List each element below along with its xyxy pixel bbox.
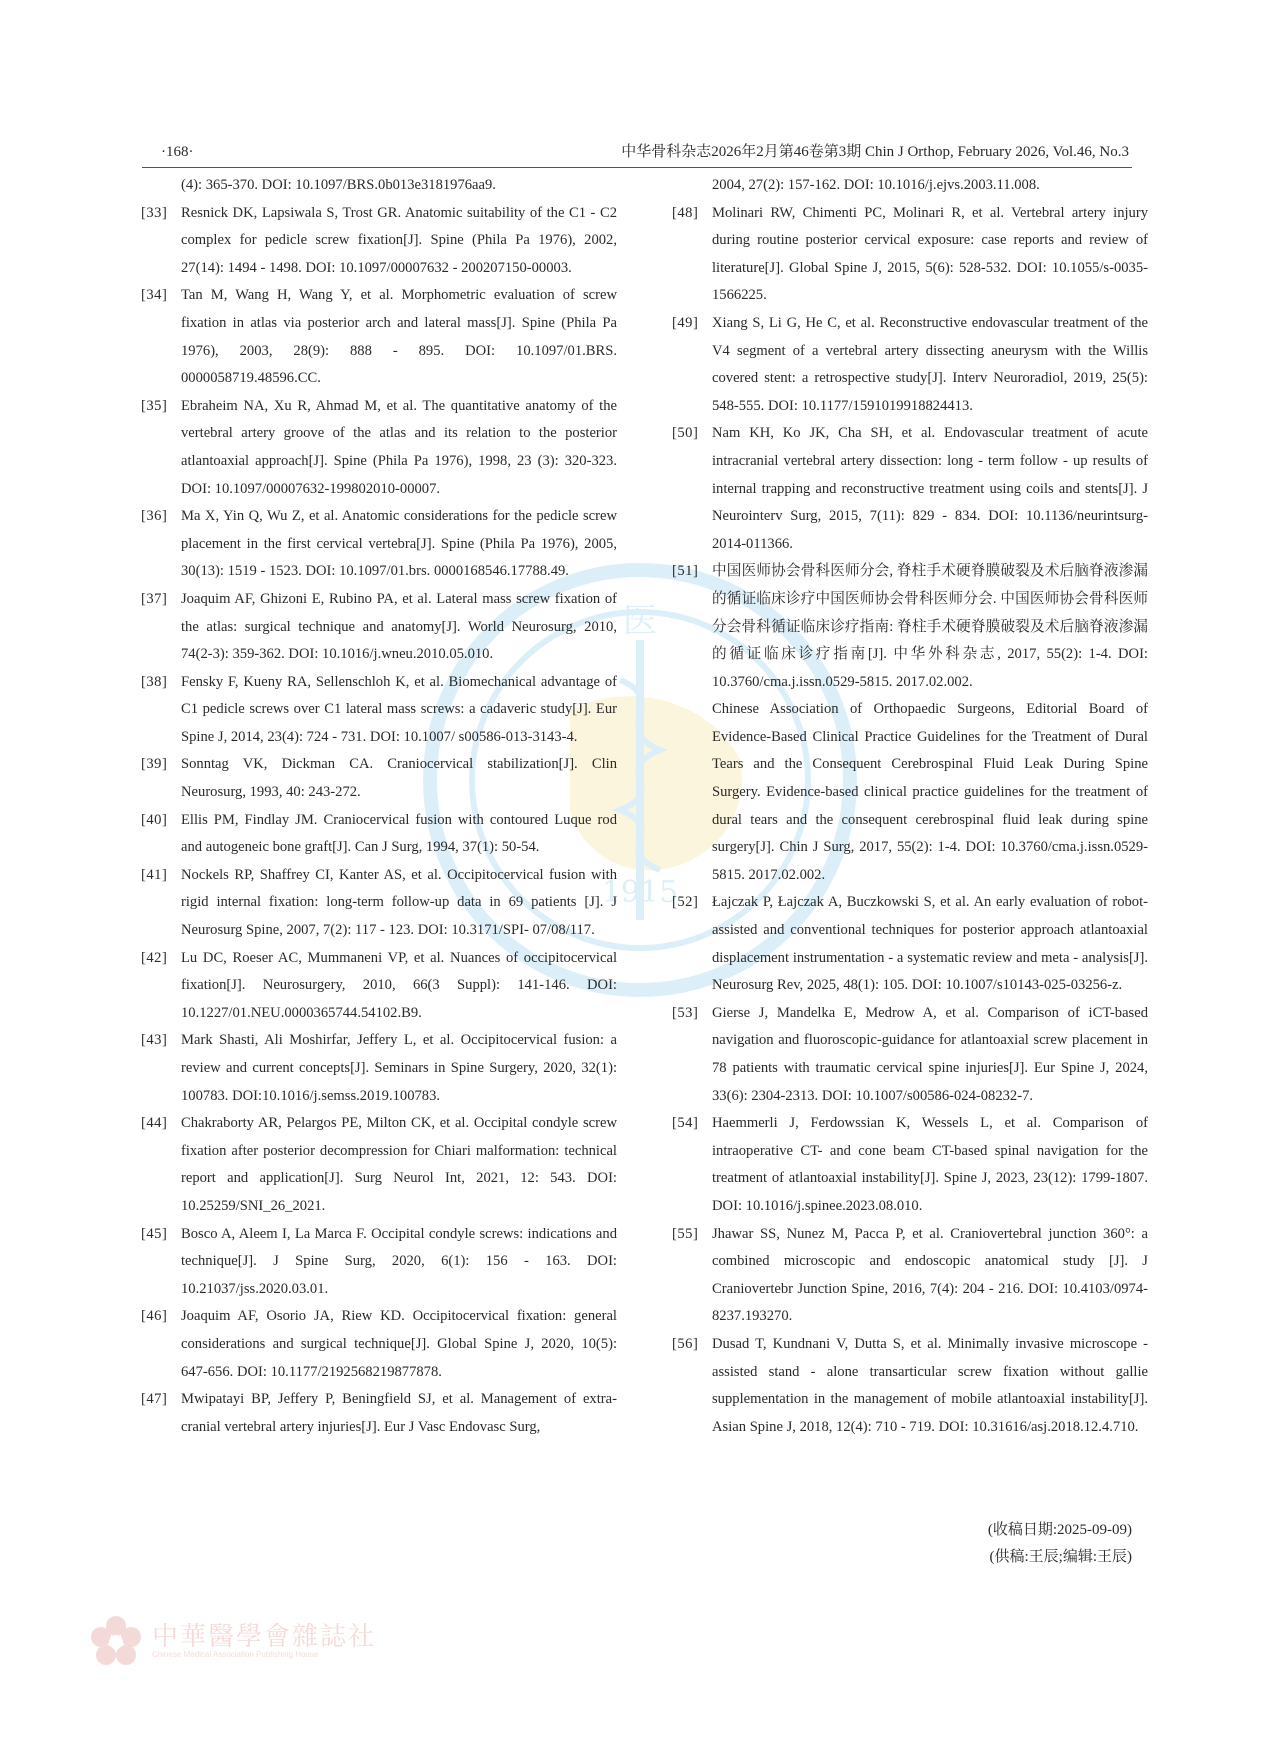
reference-number: [51] xyxy=(672,563,699,580)
reference-item xyxy=(141,945,617,1028)
reference-item xyxy=(672,1000,1148,1110)
reference-item xyxy=(692,696,1148,889)
left-column xyxy=(141,172,617,1441)
publisher-name: 中華醫學會雜誌社 xyxy=(152,1622,377,1652)
reference-text: Mwipatayi BP, Jeffery P, Beningfield SJ, et al. Management of extra-cranial vertebral artery injuries[J]. Eur J Vasc Endovasc Surg, xyxy=(181,1391,617,1435)
watermark-char: 医 xyxy=(623,601,657,641)
reference-number: [44] xyxy=(141,1115,168,1132)
reference-item xyxy=(141,1110,617,1220)
reference-number: [53] xyxy=(672,1004,699,1021)
reference-text: Nockels RP, Shaffrey CI, Kanter AS, et al. Occipitocervical fusion with rigid internal fixation: long-term follow-up data in 69 patients [J]. J Neurosurg Spine, 2007, 7(2): 117 - 123. DOI: 10.3171/SPI- 07/08/117. xyxy=(181,866,617,939)
reference-item xyxy=(161,172,617,200)
right-column xyxy=(672,172,1148,1441)
reference-number: [38] xyxy=(141,673,168,690)
reference-item xyxy=(141,393,617,503)
reference-item xyxy=(672,200,1148,310)
reference-number: [48] xyxy=(672,204,699,221)
reference-number: [37] xyxy=(141,590,168,607)
reference-text: 2004, 27(2): 157-162. DOI: 10.1016/j.ejvs.2003.11.008. xyxy=(712,177,1040,193)
reference-text: Joaquim AF, Ghizoni E, Rubino PA, et al. Lateral mass screw fixation of the atlas: surgical technique and anatomy[J]. World Neurosurg, 2010, 74(2-3): 359-362. DOI: 10.1016/j.wneu.2010.05.010. xyxy=(181,590,617,663)
reference-item xyxy=(141,1221,617,1304)
reference-number: [56] xyxy=(672,1335,699,1352)
reference-text: Sonntag VK, Dickman CA. Craniocervical stabilization[J]. Clin Neurosurg, 1993, 40: 243-272. xyxy=(181,756,617,801)
reference-text: Dusad T, Kundnani V, Dutta S, et al. Minimally invasive microscope - assisted stand - alone transarticular screw fixation without gallie supplementation in the management of mobile atlantoaxial instability[J]. Asian Spine J, 2018, 12(4): 710 - 719. DOI: 10.31616/asj.2018.12.4.710. xyxy=(712,1335,1148,1435)
reference-number: [55] xyxy=(672,1225,699,1242)
reference-item xyxy=(141,1386,617,1441)
reference-text: Lu DC, Roeser AC, Mummaneni VP, et al. Nuances of occipitocervical fixation[J]. Neurosurgery, 2010, 66(3 Suppl): 141-146. DOI: 10.1227/01.NEU.0000365744.54102.B9. xyxy=(181,949,617,1021)
reference-number: [42] xyxy=(141,949,168,966)
reference-number: [46] xyxy=(141,1308,168,1325)
reference-text: Resnick DK, Lapsiwala S, Trost GR. Anatomic suitability of the C1 - C2 complex for pedicle screw fixation[J]. Spine (Phila Pa 1976), 2002, 27(14): 1494 - 1498. DOI: 10.1097/00007632 - 200207150-00003. xyxy=(181,204,617,276)
reference-number: [54] xyxy=(672,1115,699,1132)
reference-item xyxy=(141,751,617,806)
reference-number: [47] xyxy=(141,1391,168,1408)
reference-text: (4): 365-370. DOI: 10.1097/BRS.0b013e3181976aa9. xyxy=(181,177,496,193)
reference-number: [49] xyxy=(672,314,699,331)
reference-text: Chakraborty AR, Pelargos PE, Milton CK, et al. Occipital condyle screw fixation after posterior decompression for Chiari malformation: technical report and application[J]. Surg Neurol Int, 2021, 12: 543. DOI: 10.25259/SNI_26_2021. xyxy=(181,1115,617,1214)
reference-text: Joaquim AF, Osorio JA, Riew KD. Occipitocervical fixation: general considerations and surgical technique[J]. Global Spine J, 2020, 10(5): 647-656. DOI: 10.1177/2192568219877878. xyxy=(181,1308,617,1380)
reference-text: Jhawar SS, Nunez M, Pacca P, et al. Craniovertebral junction 360°: a combined microscopic and endoscopic anatomical study [J]. J Craniovertebr Junction Spine, 2016, 7(4): 204 - 216. DOI: 10.4103/0974-8237.193270. xyxy=(712,1225,1148,1325)
received-date-block xyxy=(880,1517,1132,1571)
reference-item xyxy=(672,1221,1148,1331)
page-header xyxy=(161,138,1129,166)
reference-item xyxy=(141,1027,617,1110)
reference-item xyxy=(672,310,1148,420)
reference-text: Molinari RW, Chimenti PC, Molinari R, et al. Vertebral artery injury during routine posterior cervical exposure: case reports and review of literature[J]. Global Spine J, 2015, 5(6): 528-532. DOI: 10.1055/s-0035-1566225. xyxy=(712,204,1148,304)
reference-text: Łajczak P, Łajczak A, Buczkowski S, et al. An early evaluation of robot-assisted and conventional techniques for posterior approach atlantoaxial displacement instrumentation - a systematic review and meta - analysis[J]. Neurosurg Rev, 2025, 48(1): 105. DOI: 10.1007/s10143-025-03256-z. xyxy=(712,894,1148,994)
reference-number: [45] xyxy=(141,1225,168,1242)
reference-number: [43] xyxy=(141,1032,168,1049)
reference-item xyxy=(141,1303,617,1386)
reference-number: [50] xyxy=(672,425,699,442)
reference-item xyxy=(141,586,617,669)
reference-item xyxy=(141,862,617,945)
reference-item xyxy=(141,282,617,392)
reference-number: [34] xyxy=(141,287,168,304)
reference-text: Tan M, Wang H, Wang Y, et al. Morphometric evaluation of screw fixation in atlas via posterior arch and lateral mass[J]. Spine (Phila Pa 1976), 2003, 28(9): 888 - 895. DOI: 10.1097/01.BRS. 0000058719.48596.CC. xyxy=(181,287,617,387)
reference-item xyxy=(141,669,617,752)
publisher-subtitle: Chinese Medical Association Publishing House xyxy=(152,1650,319,1659)
reference-number: [35] xyxy=(141,397,168,414)
reference-item xyxy=(672,1331,1148,1441)
reference-item xyxy=(141,200,617,283)
reference-number: [39] xyxy=(141,756,168,773)
reference-text: Haemmerli J, Ferdowssian K, Wessels L, et al. Comparison of intraoperative CT- and cone beam CT-based spinal navigation for the treatment of atlantoaxial instability[J]. Spine J, 2023, 23(12): 1799-1807. DOI: 10.1016/j.spinee.2023.08.010. xyxy=(712,1115,1148,1214)
reference-text: 中国医师协会骨科医师分会, 脊柱手术硬脊膜破裂及术后脑脊液渗漏的循证临床诊疗中国医师协会骨科医师分会. 中国医师协会骨科医师分会骨科循证临床诊疗指南: 脊柱手术硬脊膜破裂及术后脑脊液渗漏的循证临床诊疗指南[J]. 中华外科杂志, 2017, 55(2): 1-4. DOI: 10.3760/cma.j.issn.0529-5815. 2017.02.002. xyxy=(712,563,1148,690)
publisher-logo xyxy=(86,1612,606,1672)
reference-text: Fensky F, Kueny RA, Sellenschloh K, et al. Biomechanical advantage of C1 pedicle screws over C1 lateral mass screws: a cadaveric study[J]. Eur Spine J, 2014, 23(4): 724 - 731. DOI: 10.1007/ s00586-013-3143-4. xyxy=(181,673,617,745)
reference-number: [52] xyxy=(672,894,699,911)
journal-info: 中华骨科杂志2026年2月第46卷第3期 Chin J Orthop, February 2026, Vol.46, No.3 xyxy=(621,144,1129,160)
reference-text: Mark Shasti, Ali Moshirfar, Jeffery L, et al. Occipitocervical fusion: a review and current concepts[J]. Seminars in Spine Surgery, 2020, 32(1): 100783. DOI:10.1016/j.semss.2019.100783. xyxy=(181,1032,617,1104)
editor-credits: (供稿:王辰;编辑:王辰) xyxy=(989,1549,1132,1565)
reference-item xyxy=(141,807,617,862)
reference-item xyxy=(141,503,617,586)
reference-text: Ma X, Yin Q, Wu Z, et al. Anatomic considerations for the pedicle screw placement in the first cervical vertebra[J]. Spine (Phila Pa 1976), 2005, 30(13): 1519 - 1523. DOI: 10.1097/01.brs. 0000168546.17788.49. xyxy=(181,508,617,580)
reference-text: Nam KH, Ko JK, Cha SH, et al. Endovascular treatment of acute intracranial vertebral artery dissection: long - term follow - up results of internal trapping and reconstructive treatment using coils and stents[J]. J Neurointerv Surg, 2015, 7(11): 829 - 834. DOI: 10.1136/neurintsurg-2014-011366. xyxy=(712,425,1148,552)
reference-text: Ebraheim NA, Xu R, Ahmad M, et al. The quantitative anatomy of the vertebral artery groove of the atlas and its relation to the posterior atlantoaxial approach[J]. Spine (Phila Pa 1976), 1998, 23 (3): 320-323. DOI: 10.1097/00007632-199802010-00007. xyxy=(181,397,617,497)
reference-number: [40] xyxy=(141,811,168,828)
reference-number: [41] xyxy=(141,866,168,883)
reference-number: [36] xyxy=(141,508,168,525)
reference-item xyxy=(672,889,1148,999)
reference-text: Chinese Association of Orthopaedic Surgeons, Editorial Board of Evidence-Based Clinical Practice Guidelines for the Treatment of Dural Tears and the Consequent Cerebrospinal Fluid Leak During Spine Surgery. Evidence-based clinical practice guidelines for the treatment of dural tears and the consequent cerebrospinal fluid leak during spine surgery[J]. Chin J Surg, 2017, 55(2): 1-4. DOI: 10.3760/cma.j.issn.0529-5815. 2017.02.002. xyxy=(712,701,1148,883)
received-date: (收稿日期:2025-09-09) xyxy=(987,1522,1132,1538)
reference-text: Xiang S, Li G, He C, et al. Reconstructive endovascular treatment of the V4 segment of a vertebral artery dissecting aneurysm with the Willis covered stent: a retrospective study[J]. Interv Neuroradiol, 2019, 25(5): 548-555. DOI: 10.1177/1591019918824413. xyxy=(712,314,1148,414)
reference-number: [33] xyxy=(141,204,168,221)
page-number: ·168· xyxy=(161,144,194,160)
reference-item xyxy=(692,172,1148,200)
reference-text: Gierse J, Mandelka E, Medrow A, et al. Comparison of iCT-based navigation and fluoroscopic-guidance for atlantoaxial screw placement in 78 patients with traumatic cervical spine injuries[J]. Eur Spine J, 2024, 33(6): 2304-2313. DOI: 10.1007/s00586-024-08232-7. xyxy=(712,1004,1148,1104)
reference-text: Ellis PM, Findlay JM. Craniocervical fusion with contoured Luque rod and autogeneic bone graft[J]. Can J Surg, 1994, 37(1): 50-54. xyxy=(181,811,617,856)
reference-item xyxy=(672,420,1148,558)
watermark-year: 1915 xyxy=(601,875,679,910)
reference-text: Bosco A, Aleem I, La Marca F. Occipital condyle screws: indications and technique[J]. J Spine Surg, 2020, 6(1): 156 - 163. DOI: 10.21037/jss.2020.03.01. xyxy=(181,1225,617,1297)
reference-item xyxy=(672,1110,1148,1220)
flower-icon xyxy=(86,1612,146,1672)
header-rule xyxy=(142,167,1132,168)
reference-item xyxy=(672,558,1148,696)
